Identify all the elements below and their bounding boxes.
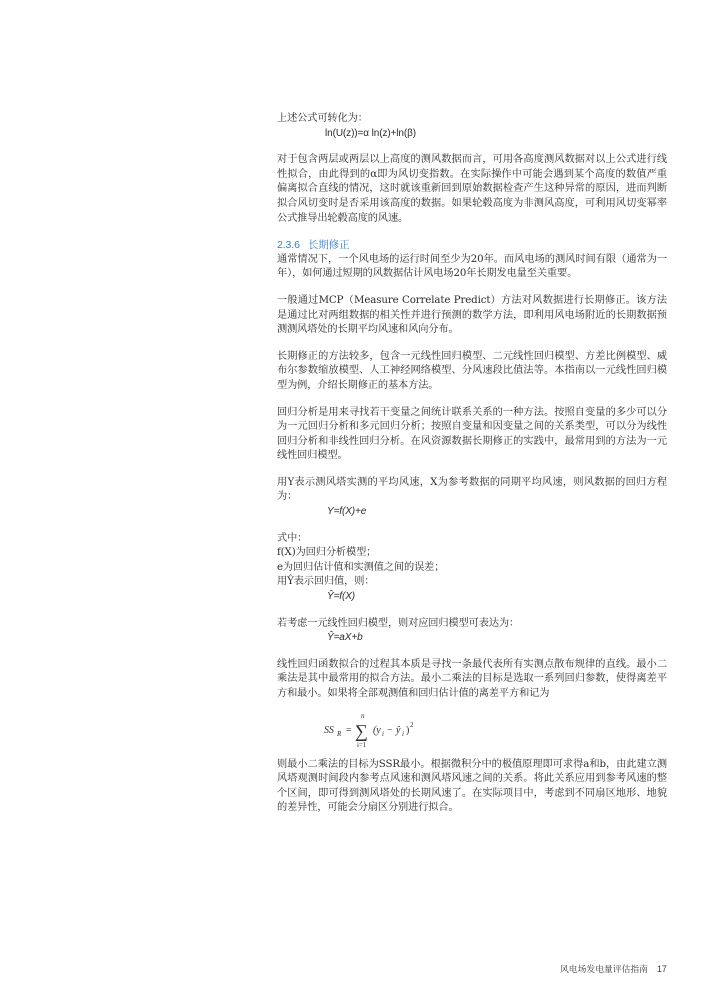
section-number: 2.3.6 — [277, 239, 300, 252]
formula-linear: Ŷ=aX+b — [327, 632, 363, 644]
formula-yhat: Ŷ=f(X) — [327, 591, 356, 603]
paragraph-final: 则最小二乘法的目标为SSR最小。根据微积分中的极值原理即可求得a和b，由此建立测风塔观测时间段内参考点风速和测风塔风速之间的关系。将此关系应用到参考风速的整个区间，即可得到测风塔处的长期风速了。在实际项目中，考虑到不同扇区地形、地貌的差异性，可能会分扇区分别进行拟合。 — [277, 758, 667, 814]
section-title: 长期修正 — [307, 239, 350, 252]
svg-text:i: i — [382, 729, 384, 738]
svg-text:R: R — [337, 729, 342, 738]
page-footer — [560, 962, 667, 975]
where-e: e为回归估计值和实测值之间的误差； — [277, 561, 445, 573]
paragraph-long-term: 通常情况下，一个风电场的运行时间至少为20年。而风电场的测风时间有限（通常为一年），如何通过短期的风数据估计风电场20年长期发电量至关重要。 — [277, 253, 667, 280]
paragraph-linear: 若考虑一元线性回归模型，则对应回归模型可表达为： — [277, 617, 520, 629]
svg-text:ŷ: ŷ — [396, 724, 401, 736]
section-heading — [277, 238, 667, 253]
formula-y: Y=f(X)+e — [327, 506, 367, 518]
paragraph-yx: 用Y表示测风塔实测的平均风速，X为参考数据的同期平均风速，则风数据的回归方程为： — [277, 476, 667, 503]
svg-text:SS: SS — [324, 724, 334, 736]
formula-ln: ln(U(z))=α ln(z)+ln(β) — [325, 127, 417, 139]
svg-text:i=1: i=1 — [357, 740, 367, 749]
page-number: 17 — [656, 964, 667, 974]
where-yhat: 用Ŷ表示回归值，则： — [277, 576, 375, 588]
svg-text:i: i — [402, 729, 404, 738]
svg-text:n: n — [361, 711, 365, 720]
where-label: 式中： — [277, 532, 308, 544]
paragraph-methods: 长期修正的方法较多，包含一元线性回归模型、二元线性回归模型、方差比例模型、威布尔参数缩放模型、人工神经网络模型、分风速段比值法等。本指南以一元线性回归模型为例，介绍长期修正的基本方法。 — [277, 350, 667, 391]
where-fx: f(X)为回归分析模型； — [277, 547, 377, 559]
svg-text:−: − — [387, 724, 393, 736]
paragraph-regression: 回归分析是用来寻找若干变量之间统计联系关系的一种方法。按照自变量的多少可以分为一元回归分析和多元回归分析；按照自变量和因变量之间的关系类型，可以分为线性回归分析和非线性回归分析。在风资源数据长期修正的实践中，最常用到的方法为一元线性回归模型。 — [277, 406, 667, 462]
paragraph-least-squares: 线性回归函数拟合的过程其本质是寻找一条最代表所有实测点散布规律的直线。最小二乘法是其中最常用的拟合方法。最小二乘法的目标是选取一系列回归参数，使得离差平方和最小。如果将全部观测值和回归估计值的离差平方和记为 — [277, 658, 667, 699]
where-block — [277, 532, 667, 590]
text-column — [277, 112, 667, 828]
svg-text:∑: ∑ — [355, 720, 368, 741]
formula-ssr — [277, 710, 667, 750]
paragraph-mcp: 一般通过MCP（Measure Correlate Predict）方法对风数据进行长期修正。该方法是通过比对两组数据的相关性并进行预测的数学方法，即利用风电场附近的长期数据预测测风塔处的长期平均风速和风向分布。 — [277, 294, 667, 336]
paragraph-intro: 上述公式可转化为： — [277, 113, 368, 124]
svg-text:=: = — [346, 724, 352, 736]
paragraph-alpha: 对于包含两层或两层以上高度的测风数据而言，可用各高度测风数据对以上公式进行线性拟合，由此得到的α即为风切变指数。在实际操作中可能会遇到某个高度的数值严重偏离拟合直线的情况，这时就该重新回到原始数据检查产生这种异常的原因，进而判断拟合风切变时是否采用该高度的数据。如果轮毂高度为非测风高度，可利用风切变幂率公式推导出轮毂高度的风速。 — [277, 154, 667, 224]
svg-text:): ) — [406, 724, 410, 736]
svg-text:2: 2 — [410, 720, 414, 729]
ssr-formula-graphic — [324, 710, 454, 750]
svg-text:(y: (y — [373, 724, 381, 736]
footer-title: 风电场发电量评估指南 — [560, 964, 648, 974]
